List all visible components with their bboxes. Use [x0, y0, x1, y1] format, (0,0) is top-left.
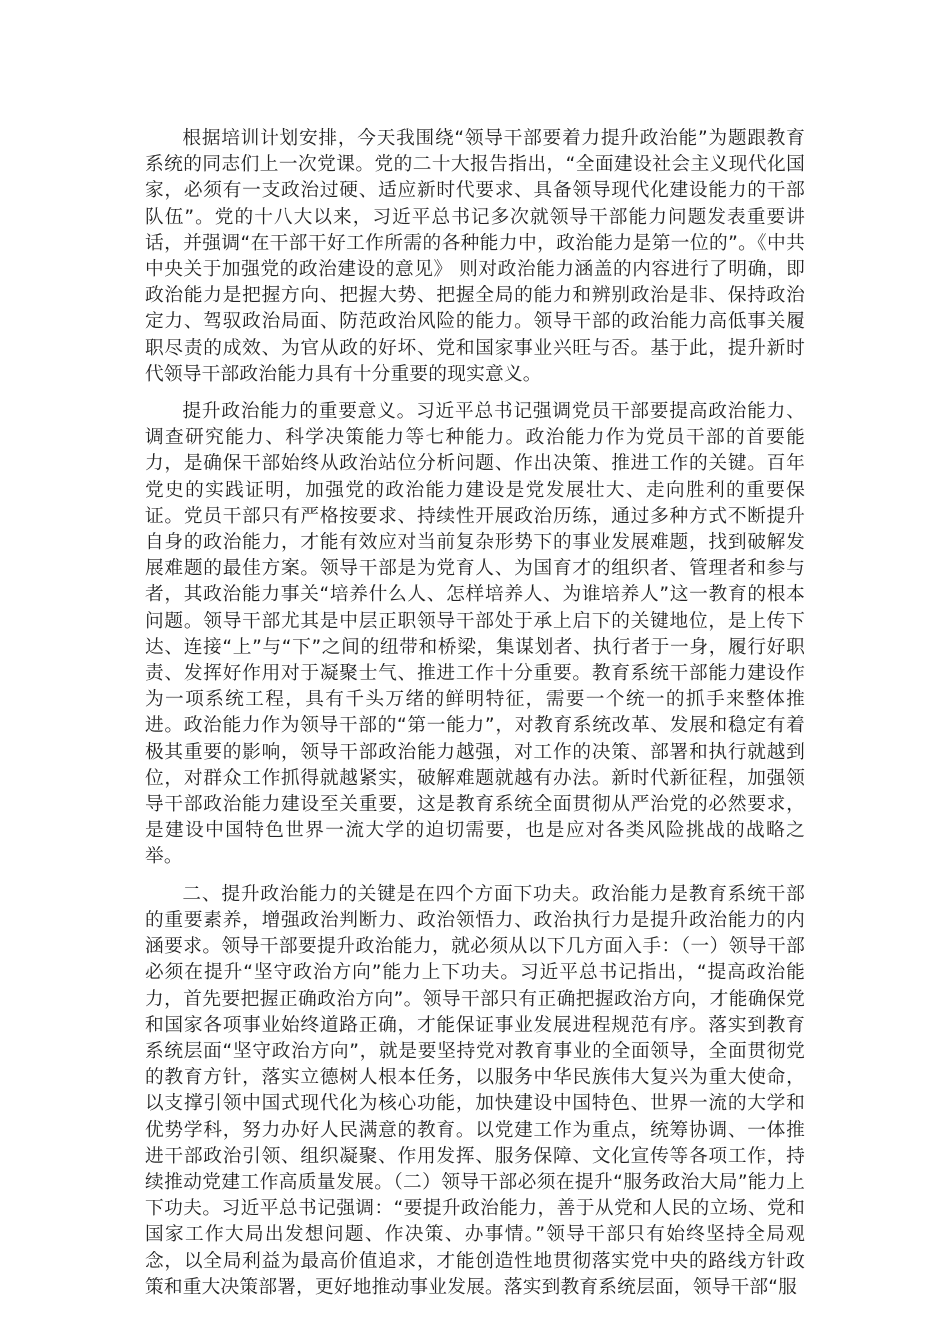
paragraph-four-aspects: 二、提升政治能力的关键是在四个方面下功夫。政治能力是教育系统干部的重要素养，增强政治判断力、政治领悟力、政治执行力是提升政治能力的内涵要求。领导干部要提升政治能力，就必须从以下几方面入手：（一）领导干部必须在提升“坚守政治方向”能力上下功夫。习近平总书记指出，“提高政治能力，首先要把握正确政治方向”。领导干部只有正确把握政治方向，才能确保党和国家各项事业始终道路正确，才能保证事业发展进程规范有序。落实到教育系统层面“坚守政治方向”，就是要坚持党对教育事业的全面领导，全面贯彻党的教育方针，落实立德树人根本任务，以服务中华民族伟大复兴为重大使命，以支撑引领中国式现代化为核心功能，加快建设中国特色、世界一流的大学和优势学科，努力办好人民满意的教育。以党建工作为重点，统筹协调、一体推进干部政治引领、组织凝聚、作用发挥、服务保障、文化宣传等各项工作，持续推动党建工作高质量发展。（二）领导干部必须在提升“服务政治大局”能力上下功夫。习近平总书记强调：“要提升政治能力，善于从党和人民的立场、党和国家工作大局出发想问题、作决策、办事情。”领导干部只有始终坚持全局观念，以全局利益为最高价值追求，才能创造性地贯彻落实党中央的路线方针政策和重大决策部署，更好地推动事业发展。落实到教育系统层面，领导干部“服: [145, 883, 805, 1298]
document-body: [145, 126, 805, 1301]
paragraph-significance: 提升政治能力的重要意义。习近平总书记强调党员干部要提高政治能力、调查研究能力、科学决策能力等七种能力。政治能力作为党员干部的首要能力，是确保干部始终从政治站位分析问题、作出决策、推进工作的关键。百年党史的实践证明，加强党的政治能力建设是党发展壮大、走向胜利的重要保证。党员干部只有严格按要求、持续性开展政治历练，通过多种方式不断提升自身的政治能力，才能有效应对当前复杂形势下的事业发展难题，找到破解发展难题的最佳方案。领导干部是为党育人、为国育才的组织者、管理者和参与者，其政治能力事关“培养什么人、怎样培养人、为谁培养人”这一教育的根本问题。领导干部尤其是中层正职领导干部处于承上启下的关键地位，是上传下达、连接“上”与“下”之间的纽带和桥梁，集谋划者、执行者于一身，履行好职责、发挥好作用对于凝聚士气、推进工作十分重要。教育系统干部能力建设作为一项系统工程，具有千头万绪的鲜明特征，需要一个统一的抓手来整体推进。政治能力作为领导干部的“第一能力”，对教育系统改革、发展和稳定有着极其重要的影响，领导干部政治能力越强，对工作的决策、部署和执行就越到位，对群众工作抓得就越紧实，破解难题就越有办法。新时代新征程，加强领导干部政治能力建设至关重要，这是教育系统全面贯彻从严治党的必然要求，是建设中国特色世界一流大学的迫切需要，也是应对各类风险挑战的战略之举。: [145, 401, 805, 868]
paragraph-intro: 根据培训计划安排，今天我围绕“领导干部要着力提升政治能”为题跟教育系统的同志们上一次党课。党的二十大报告指出，“全面建设社会主义现代化国家，必须有一支政治过硬、适应新时代要求、具备领导现代化建设能力的干部队伍”。党的十八大以来，习近平总书记多次就领导干部能力问题发表重要讲话，并强调“在干部干好工作所需的各种能力中，政治能力是第一位的”。《中共中央关于加强党的政治建设的意见》 则对政治能力涵盖的内容进行了明确，即政治能力是把握方向、把握大势、把握全局的能力和辨别政治是非、保持政治定力、驾驭政治局面、防范政治风险的能力。领导干部的政治能力高低事关履职尽责的成效、为官从政的好坏、党和国家事业兴旺与否。基于此，提升新时代领导干部政治能力具有十分重要的现实意义。: [145, 128, 805, 385]
